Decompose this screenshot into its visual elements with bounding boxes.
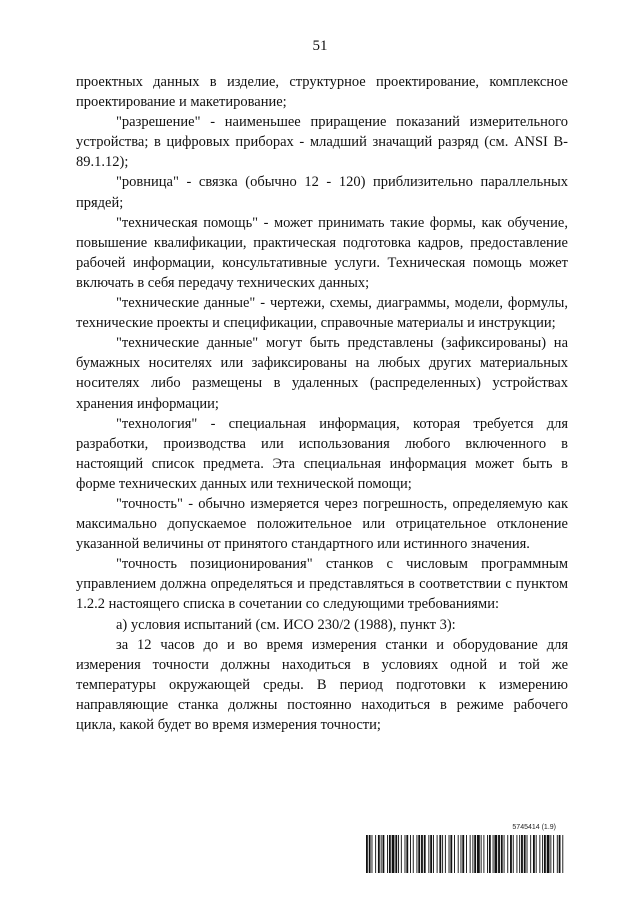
- document-body: [76, 72, 568, 735]
- paragraph: "техническая помощь" - может принимать такие формы, как обучение, повышение квалификации, практическая подготовка кадров, предоставление рабочей информации, консультативные услуги. Техническая помощь может включать в себя передачу технических данных;: [76, 214, 568, 291]
- page-number: 51: [312, 38, 328, 54]
- paragraph: "ровница" - связка (обычно 12 - 120) приблизительно параллельных прядей;: [76, 174, 568, 211]
- footer-barcode-block: [366, 824, 566, 876]
- paragraph: "технические данные" могут быть представлены (зафиксированы) на бумажных носителях или зафиксированы на любых других материальных носителях либо размещены в удаленных (распределенных) устройствах хранения информации;: [76, 335, 568, 412]
- paragraph: "точность позиционирования" станков с числовым программным управлением должна определяться и представляться в соответствии с пунктом 1.2.2 настоящего списка в сочетании со следующими требованиями:: [76, 556, 568, 613]
- paragraph: "технология" - специальная информация, которая требуется для разработки, производства или использования любого включенного в настоящий список предмета. Эта специальная информация может быть в форме технических данных или технической помощи;: [76, 415, 568, 492]
- paragraph: за 12 часов до и во время измерения станки и оборудование для измерения точности должны находиться в условиях одной и той же температуры окружающей среды. В период подготовки к измерению направляющие станка должны постоянно находиться в режиме рабочего цикла, какой будет во время измерения точности;: [76, 636, 568, 733]
- paragraph: "разрешение" - наименьшее приращение показаний измерительного устройства; в цифровых приборах - младший значащий разряд (см. ANSI B-89.1.12);: [76, 114, 568, 171]
- paragraph: проектных данных в изделие, структурное проектирование, комплексное проектирование и макетирование;: [76, 74, 568, 111]
- paragraph: а) условия испытаний (см. ИСО 230/2 (1988), пункт 3):: [116, 616, 456, 633]
- barcode-icon: [366, 835, 566, 873]
- paragraph: "технические данные" - чертежи, схемы, диаграммы, модели, формулы, технические проекты и спецификации, справочные материалы и инструкции;: [76, 295, 568, 332]
- paragraph: "точность" - обычно измеряется через погрешность, определяемую как максимально допускаемое положительное или отрицательное отклонение указанной величины от принятого стандартного или истинного значения.: [76, 495, 568, 553]
- document-code: 5745414 (1.9): [512, 824, 556, 831]
